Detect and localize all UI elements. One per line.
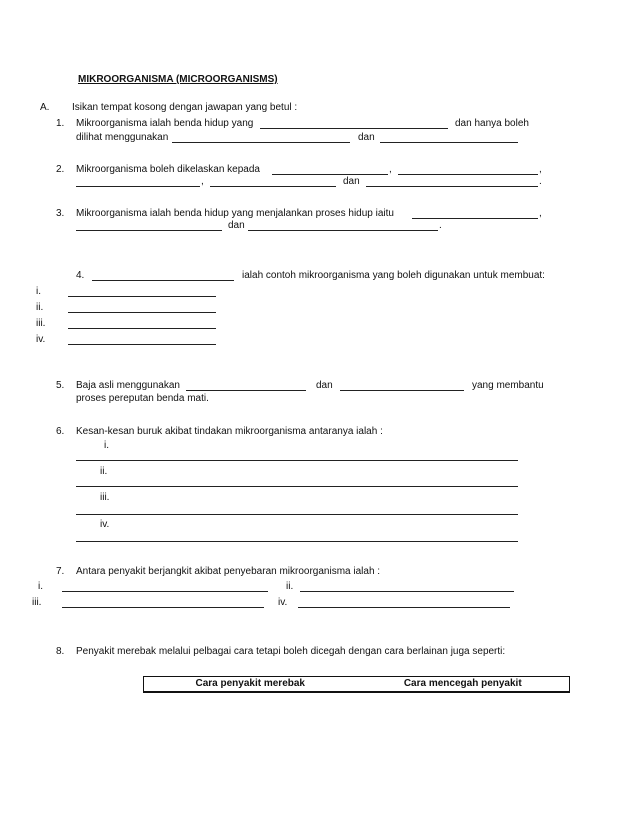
q7-item-label: iv.: [278, 597, 288, 608]
q2-comma-2: ,: [539, 164, 542, 175]
q7-number: 7.: [56, 566, 65, 577]
q1-number: 1.: [56, 118, 65, 129]
q4-item-label: iii.: [36, 318, 46, 329]
q6-item-label: iii.: [100, 492, 110, 503]
q2-answer-blank-3[interactable]: [76, 186, 200, 187]
section-instruction: Isikan tempat kosong dengan jawapan yang betul :: [72, 102, 298, 113]
q2-answer-blank-2[interactable]: [398, 174, 538, 175]
q1-text: Mikroorganisma ialah benda hidup yang: [76, 118, 254, 129]
q4-number: 4.: [76, 270, 85, 281]
q3-answer-blank-1[interactable]: [412, 218, 538, 219]
q4-item-label: iv.: [36, 334, 46, 345]
q5-text-line2: proses pereputan benda mati.: [76, 393, 209, 404]
q2-answer-blank-4[interactable]: [210, 186, 336, 187]
table-header-cell: Cara penyakit merebak: [195, 678, 305, 689]
q1-text-tail: dan hanya boleh: [455, 118, 529, 129]
q6-item-label: i.: [104, 440, 109, 451]
q6-number: 6.: [56, 426, 65, 437]
q7-item-blank[interactable]: [298, 607, 510, 608]
q3-text: Mikroorganisma ialah benda hidup yang menjalankan proses hidup iaitu: [76, 208, 394, 219]
q7-item-label: ii.: [286, 581, 294, 592]
table-header-cell: Cara mencegah penyakit: [403, 678, 522, 689]
q2-period: .: [539, 176, 542, 187]
q6-item-blank[interactable]: [76, 514, 518, 515]
q1-text-line2: dilihat menggunakan: [76, 132, 169, 143]
q8-number: 8.: [56, 646, 65, 657]
q8-text: Penyakit merebak melalui pelbagai cara tetapi boleh dicegah dengan cara berlainan juga seperti:: [76, 646, 506, 657]
q3-dan: dan: [228, 220, 245, 231]
q3-answer-blank-2[interactable]: [76, 230, 222, 231]
q4-text: ialah contoh mikroorganisma yang boleh digunakan untuk membuat:: [242, 270, 545, 281]
q5-dan: dan: [316, 380, 333, 391]
q2-number: 2.: [56, 164, 65, 175]
q4-item-blank[interactable]: [68, 344, 216, 345]
q7-item-blank[interactable]: [62, 607, 264, 608]
q2-text: Mikroorganisma boleh dikelaskan kepada: [76, 164, 260, 175]
q5-number: 5.: [56, 380, 65, 391]
q4-item-label: i.: [36, 286, 41, 297]
q6-item-label: ii.: [100, 466, 108, 477]
q3-number: 3.: [56, 208, 65, 219]
q6-text: Kesan-kesan buruk akibat tindakan mikroorganisma antaranya ialah :: [76, 426, 383, 437]
q2-answer-blank-1[interactable]: [272, 174, 388, 175]
prevention-table: [143, 676, 570, 693]
q3-period: .: [439, 220, 442, 231]
q5-answer-blank-2[interactable]: [340, 390, 464, 391]
q1-answer-blank-1[interactable]: [260, 128, 448, 129]
q2-answer-blank-5[interactable]: [366, 186, 538, 187]
q4-item-blank[interactable]: [68, 312, 216, 313]
q6-item-blank[interactable]: [76, 541, 518, 542]
page-title: MIKROORGANISMA (MICROORGANISMS): [78, 74, 278, 85]
q2-comma: ,: [389, 164, 392, 175]
q1-dan: dan: [358, 132, 375, 143]
q2-dan: dan: [343, 176, 360, 187]
q1-answer-blank-2[interactable]: [172, 142, 350, 143]
q7-item-blank[interactable]: [62, 591, 268, 592]
q5-text: Baja asli menggunakan: [76, 380, 180, 391]
q5-text-tail: yang membantu: [472, 380, 544, 391]
q4-item-blank[interactable]: [68, 328, 216, 329]
q3-answer-blank-3[interactable]: [248, 230, 438, 231]
q4-answer-blank[interactable]: [92, 280, 234, 281]
q6-item-blank[interactable]: [76, 486, 518, 487]
section-letter: A.: [40, 102, 50, 113]
q2-comma-3: ,: [201, 176, 204, 187]
q7-item-blank[interactable]: [300, 591, 514, 592]
q1-answer-blank-3[interactable]: [380, 142, 518, 143]
q6-item-blank[interactable]: [76, 460, 518, 461]
q5-answer-blank-1[interactable]: [186, 390, 306, 391]
q3-comma: ,: [539, 208, 542, 219]
q7-text: Antara penyakit berjangkit akibat penyebaran mikroorganisma ialah :: [76, 566, 381, 577]
q6-item-label: iv.: [100, 519, 110, 530]
q4-item-blank[interactable]: [68, 296, 216, 297]
q7-item-label: iii.: [32, 597, 42, 608]
q7-item-label: i.: [38, 581, 43, 592]
q4-item-label: ii.: [36, 302, 44, 313]
